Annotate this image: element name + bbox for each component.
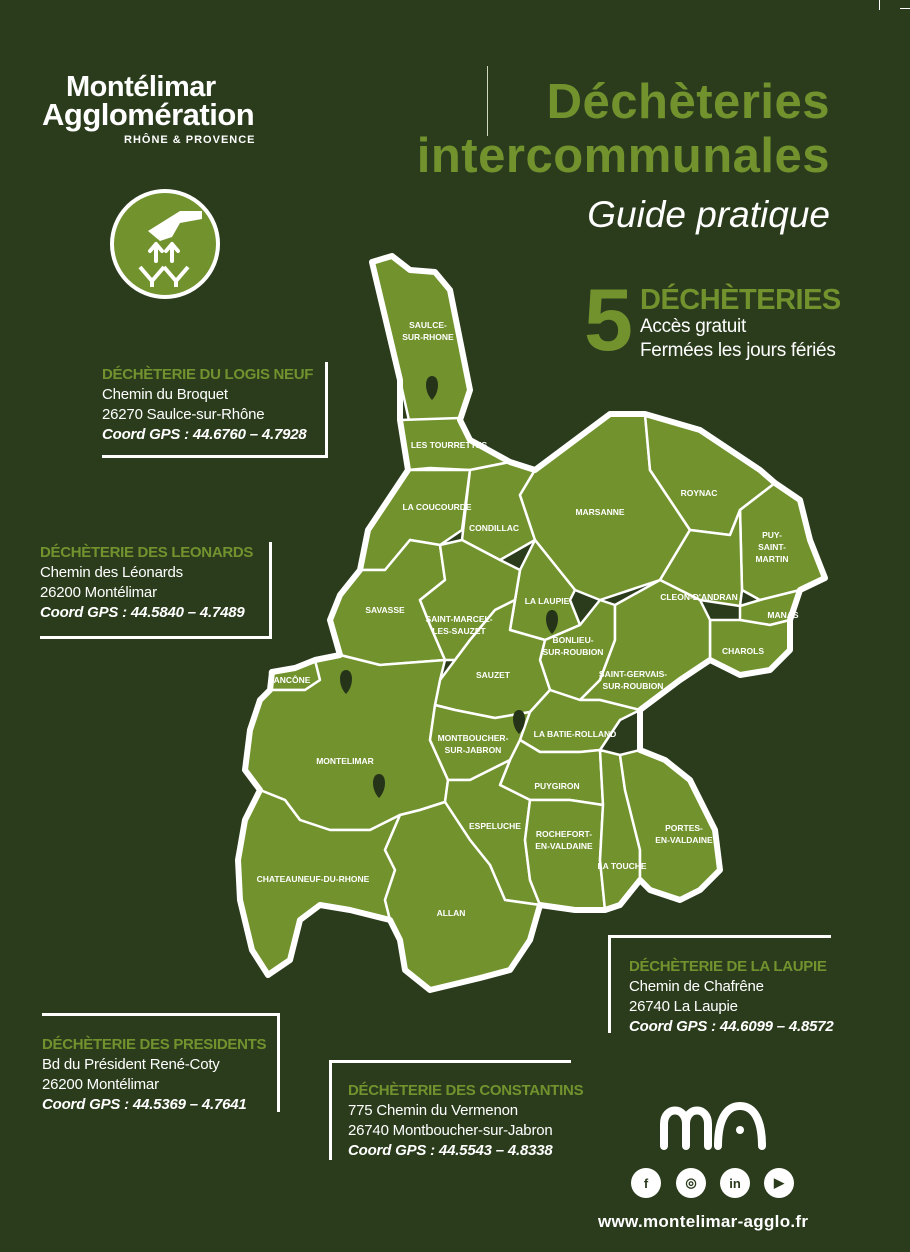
commune-label-montboucher: MONTBOUCHER- (437, 733, 509, 743)
commune-label-laupie: LA LAUPIE (524, 596, 570, 606)
commune-label-bonlieu: SUR-ROUBION (542, 647, 604, 657)
commune-label-savasse: SAVASSE (365, 605, 405, 615)
dechetterie-city: 26200 Montélimar (42, 1076, 159, 1093)
logo-montelimar: Montélimar (66, 71, 216, 103)
dechetterie-city: 26740 La Laupie (629, 998, 738, 1015)
dechetterie-name: DÉCHÈTERIE DES LEONARDS (40, 544, 254, 561)
info-box-constantins (348, 1082, 583, 1161)
box-border (329, 1060, 332, 1160)
dechetterie-name: DÉCHÈTERIE DES CONSTANTINS (348, 1082, 584, 1099)
dechetterie-address: Chemin du Broquet (102, 386, 228, 403)
box-border (102, 455, 328, 458)
dechetterie-name: DÉCHÈTERIE DE LA LAUPIE (629, 958, 827, 975)
commune-label-saulce: SUR-RHONE (402, 332, 454, 342)
commune-label-batie: LA BATIE-ROLLAND (533, 729, 617, 739)
commune-label-puygiron: PUYGIRON (534, 781, 580, 791)
linkedin-icon[interactable]: in (720, 1168, 750, 1198)
info-box-leonards (40, 544, 253, 623)
dechetterie-address: Bd du Président René-Coty (42, 1056, 220, 1073)
commune-label-puy: PUY- (762, 530, 782, 540)
closure-info: Fermées les jours fériés (640, 340, 836, 361)
box-border (269, 542, 272, 639)
commune-label-chateauneuf: CHATEAUNEUF-DU-RHONE (256, 874, 370, 884)
dechetterie-name: DÉCHÈTERIE DES PRESIDENTS (42, 1036, 267, 1053)
commune-label-manas: MANAS (767, 610, 799, 620)
facebook-icon[interactable]: f (631, 1168, 661, 1198)
dechetteries-heading: DÉCHÈTERIES (640, 284, 841, 316)
box-border (329, 1060, 571, 1063)
commune-label-espeluche: ESPELUCHE (469, 821, 521, 831)
dechetterie-address: Chemin de Chafrêne (629, 978, 764, 995)
commune-label-sauzet: SAUZET (476, 670, 510, 680)
page-subtitle: Guide pratique (587, 194, 830, 235)
dechetterie-address: Chemin des Léonards (40, 564, 183, 581)
box-border (40, 636, 272, 639)
commune-label-saulce: SAULCE- (409, 320, 447, 330)
commune-label-marsanne: MARSANNE (575, 507, 625, 517)
commune-label-rochefort: ROCHEFORT- (535, 829, 593, 839)
box-border (42, 1013, 280, 1016)
commune-label-tourrettes: LES TOURRETTES (410, 440, 488, 450)
instagram-icon[interactable]: ◎ (676, 1168, 706, 1198)
commune-rochefort (525, 800, 605, 910)
dechetterie-city: 26200 Montélimar (40, 584, 157, 601)
commune-label-cleon: CLEON-D'ANDRAN (660, 592, 738, 602)
commune-label-coucourde: LA COUCOURDE (402, 502, 472, 512)
commune-label-portes: EN-VALDAINE (655, 835, 713, 845)
commune-label-stgervais: SAINT-GERVAIS- (598, 669, 668, 679)
info-box-presidents (42, 1036, 266, 1115)
logo-agglomeration: Agglomération (42, 97, 255, 132)
commune-label-stmarcel: LES-SAUZET (432, 626, 486, 636)
commune-label-touche: LA TOUCHE (597, 861, 647, 871)
box-border (608, 935, 611, 1033)
commune-label-ancone: ANCÔNE (273, 675, 311, 685)
commune-label-roynac: ROYNAC (680, 488, 718, 498)
commune-label-condillac: CONDILLAC (468, 523, 520, 533)
commune-label-montboucher: SUR-JABRON (444, 745, 502, 755)
info-box-logis-neuf (102, 366, 313, 445)
box-border (608, 935, 831, 938)
info-box-laupie (629, 958, 834, 1037)
commune-label-stmarcel: SAINT-MARCEL- (425, 614, 493, 624)
commune-label-puy: SAINT- (758, 542, 786, 552)
commune-label-charols: CHAROLS (721, 646, 765, 656)
dechetterie-city: 26740 Montboucher-sur-Jabron (348, 1122, 553, 1139)
access-info: Accès gratuit (640, 316, 746, 337)
commune-label-stgervais: SUR-ROUBION (602, 681, 664, 691)
website-link[interactable]: www.montelimar-agglo.fr (598, 1212, 809, 1231)
page-title-line2: intercommunales (416, 129, 830, 183)
commune-label-rochefort: EN-VALDAINE (535, 841, 593, 851)
commune-label-portes: PORTES- (665, 823, 703, 833)
page-title-line1: Déchèteries (546, 75, 830, 129)
dechetterie-name: DÉCHÈTERIE DU LOGIS NEUF (102, 366, 314, 383)
box-border (325, 362, 328, 457)
dechetteries-count: 5 (584, 270, 633, 369)
commune-label-bonlieu: BONLIEU- (552, 635, 594, 645)
dechetterie-gps: Coord GPS : 44.6760 – 4.7928 (102, 426, 307, 443)
logo-tagline: RHÔNE & PROVENCE (124, 134, 256, 146)
ma-brand-logo (660, 1100, 770, 1150)
dechetterie-gps: Coord GPS : 44.5369 – 4.7641 (42, 1096, 247, 1113)
dechetterie-gps: Coord GPS : 44.5543 – 4.8338 (348, 1142, 553, 1159)
commune-label-montelimar: MONTELIMAR (316, 756, 374, 766)
dechetterie-address: 775 Chemin du Vermenon (348, 1102, 518, 1119)
box-border (277, 1013, 280, 1112)
dechetterie-gps: Coord GPS : 44.6099 – 4.8572 (629, 1018, 834, 1035)
commune-label-allan: ALLAN (436, 908, 466, 918)
dechetterie-city: 26270 Saulce-sur-Rhône (102, 406, 265, 423)
commune-label-puy: MARTIN (755, 554, 789, 564)
youtube-icon[interactable]: ▶ (764, 1168, 794, 1198)
dechetterie-gps: Coord GPS : 44.5840 – 4.7489 (40, 604, 245, 621)
